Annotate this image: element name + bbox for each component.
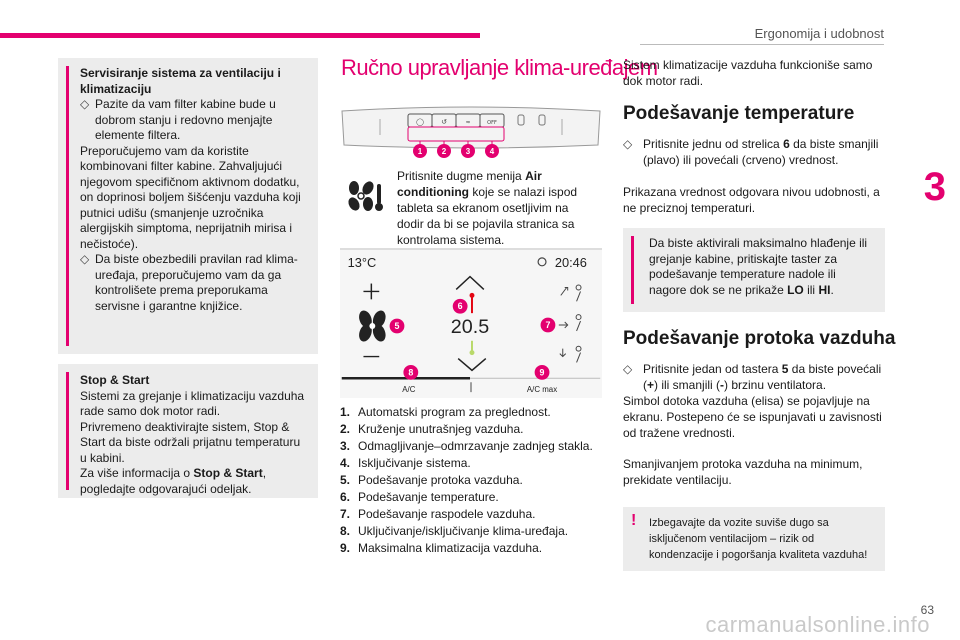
section-title: Ručno upravljanje klima-uređajem — [341, 55, 658, 80]
paragraph: Simbol dotoka vazduha (elisa) se pojavljuje na ekranu. Postepeno će se ispunjavati u zavisnosti od tražene vrednosti. — [623, 394, 882, 440]
chapter-title: Ergonomija i udobnost — [754, 26, 884, 41]
windshield-icon: ◯ — [416, 118, 424, 126]
list-item: 9. Maksimalna klimatizacija vazduha. — [340, 541, 543, 555]
list-item: 4. Isključivanje sistema. — [340, 456, 471, 470]
fan-off-icon: OFF — [487, 120, 497, 126]
info-bar — [631, 236, 634, 304]
box-paragraph: Privremeno deaktivirajte sistem, Stop & Start da biste održali prijatnu temperaturu u kabini. — [80, 419, 301, 465]
temp-up-icon — [456, 277, 484, 290]
air-conditioning-menu-icon — [344, 180, 386, 214]
info-bar — [66, 372, 69, 490]
bullet-text: Da biste obezbedili pravilan rad klima-uređaja, preporučujemo vam da ga kontrolišete prema preporukama servisne i garantne knjižice. — [95, 252, 298, 313]
list-item: 2. Kruženje unutrašnjeg vazduha. — [340, 422, 524, 436]
header-accent-bar — [0, 33, 480, 38]
vent-feet-icon — [560, 349, 566, 357]
info-box-ventilation — [58, 58, 318, 354]
badge-1: 1 — [417, 147, 423, 156]
set-temperature: 20.5 — [450, 315, 490, 338]
control-panel-illustration — [340, 105, 602, 163]
page-number: 63 — [920, 603, 934, 617]
paragraph: Prikazana vrednost odgovara nivou udobnosti, a ne preciznoj temperaturi. — [623, 185, 880, 215]
vent-face-icon — [561, 287, 568, 295]
temp-down-icon — [458, 359, 486, 371]
list-item: 5. Podešavanje protoka vazduha. — [340, 473, 523, 487]
info-box-stop-start — [58, 364, 318, 498]
climate-screen-illustration — [340, 248, 602, 398]
warning-box: ! Izbegavajte da vozite suviše dugo sa isključenom ventilacijom – rizik od kondenzacije i pogoršanja kvaliteta vazduha! — [623, 507, 885, 571]
badge-4: 4 — [489, 147, 495, 156]
arrow-bullet-icon: ◇ — [80, 252, 90, 266]
vent-body-icon — [559, 322, 568, 328]
settings-icon — [538, 258, 546, 266]
box-paragraph: Preporučujemo vam da koristite kombinovani filter kabine. Zahvaljujući njegovom specifičnom aktivnom dodatku, on doprinosi boljem šišćenju vazduha koji putnici udišu (smanjenje uzročnika alergijskih simptoma, neprijatnih mirisa i nečistoće). — [80, 143, 301, 251]
heading-temperature: Podešavanje temperature — [623, 103, 855, 124]
recirculation-icon: ↺ — [441, 118, 447, 126]
paragraph: Smanjivanjem protoka vazduha na minimum, prekidate ventilaciju. — [623, 457, 863, 487]
ac-max-label: A/C max — [526, 385, 558, 395]
bullet — [80, 97, 310, 144]
intro-paragraph: Sistem klimatizacije vazduha funkcioniše samo dok motor radi. — [623, 58, 873, 88]
list-item: 1. Automatski program za preglednost. — [340, 405, 551, 419]
box-title: Stop & Start — [80, 373, 150, 387]
list-item: 6. Podešavanje temperature. — [340, 490, 499, 504]
arrow-bullet-icon: ◇ — [80, 97, 90, 111]
warning-icon: ! — [631, 512, 637, 529]
outside-temperature: 13°C — [347, 254, 377, 270]
box-title: Servisiranje sistema za ventilaciju i klimatizaciju — [80, 66, 281, 96]
badge-3: 3 — [465, 147, 471, 156]
badge-7: 7 — [545, 319, 551, 330]
badge-5: 5 — [394, 320, 400, 331]
badge-6: 6 — [457, 301, 463, 312]
list-item: 3. Odmagljivanje–odmrzavanje zadnjeg stakla. — [340, 439, 593, 453]
bullet-text: Pazite da vam filter kabine bude u dobrom stanju i redovno menjajte elemente filtera. — [95, 97, 276, 142]
bullet: ◇ Pritisnite jednu od strelica 6 da biste smanjili (plavo) ili povećali (crveno) vrednost. — [623, 137, 879, 167]
menu-description: Pritisnite dugme menija Air conditioning koje se nalazi ispod tableta sa ekranom osetljivim na dodir da bi se pojavila stranica sa kontrolama sistema. — [397, 169, 578, 247]
list-item: 8. Uključivanje/isključivanje klima-uređaja. — [340, 524, 569, 538]
box-paragraph: Sistemi za grejanje i klimatizaciju vazduha rade samo dok motor radi. — [80, 388, 305, 418]
rear-defrost-icon: ≈ — [465, 119, 471, 126]
box-paragraph: Za više informacija o Stop & Start, pogledajte odgovarajući odeljak. — [80, 466, 267, 496]
legend-list — [340, 404, 610, 557]
badge-8: 8 — [408, 367, 414, 378]
list-item: 7. Podešavanje raspodele vazduha. — [340, 507, 536, 521]
clock: 20:46 — [554, 254, 587, 270]
badge-9: 9 — [539, 367, 545, 378]
ac-label: A/C — [402, 385, 416, 395]
bullet: ◇ Pritisnite jedan od tastera 5 da biste povećali (+) ili smanjili (-) brzinu ventilatora. — [623, 362, 882, 392]
arrow-bullet-icon: ◇ — [623, 137, 633, 151]
badge-2: 2 — [441, 147, 447, 156]
heading-airflow: Podešavanje protoka vazduha — [623, 328, 896, 349]
arrow-bullet-icon: ◇ — [623, 362, 633, 376]
info-bar — [66, 66, 69, 346]
bullet — [80, 252, 310, 314]
info-box-lo-hi: Da biste aktivirali maksimalno hlađenje ili grejanje kabine, pritiskajte taster za podešavanje temperature nadole ili nagore dok se ne prikaže LO ili HI. — [623, 228, 885, 312]
header-rule — [640, 44, 884, 45]
watermark: carmanualsonline.info — [705, 612, 930, 637]
chapter-number: 3 — [923, 165, 946, 209]
